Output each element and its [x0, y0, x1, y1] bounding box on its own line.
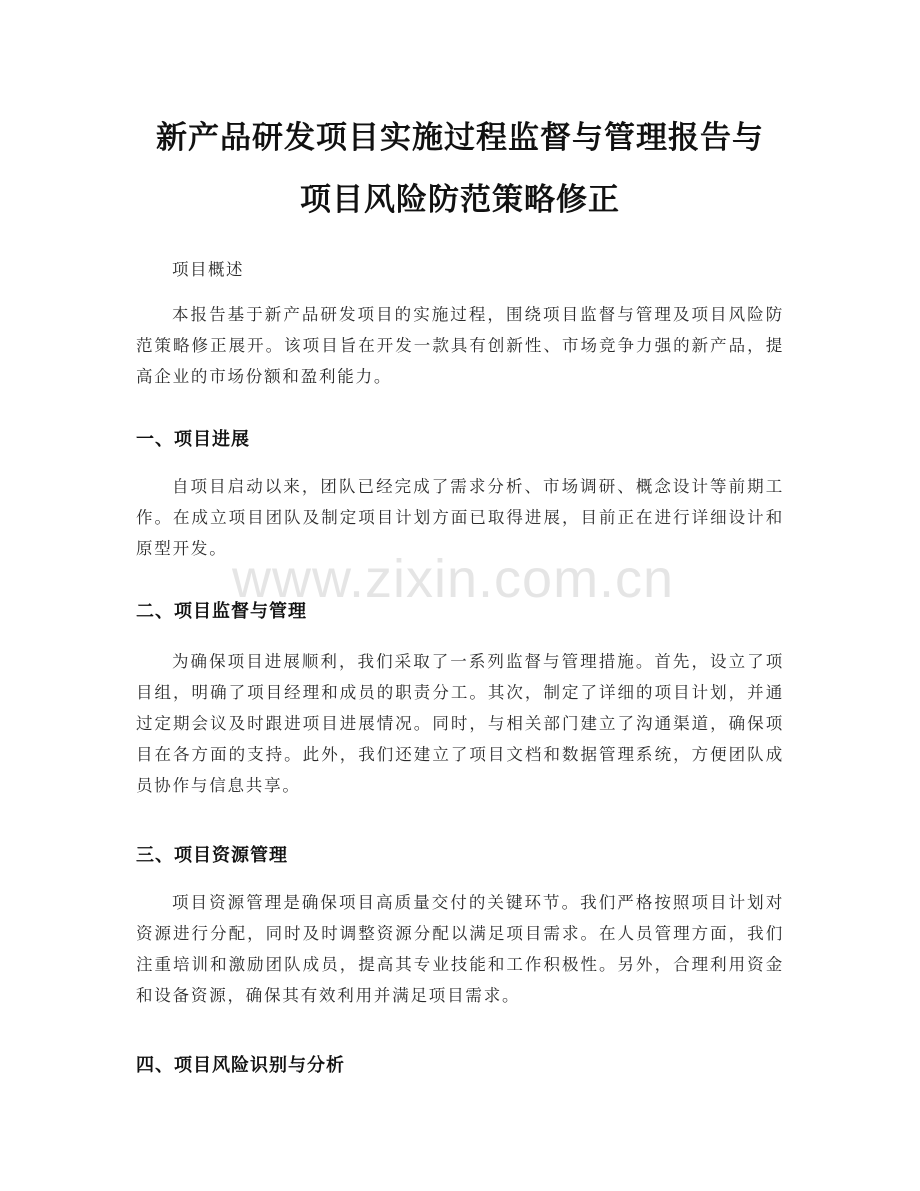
- section3-heading: 三、项目资源管理: [136, 845, 288, 866]
- section2-paragraph: 为确保项目进展顺利，我们采取了一系列监督与管理措施。首先，设立了项目组，明确了项目经理和成员的职责分工。其次，制定了详细的项目计划，并通过定期会议及时跟进项目进展情况。同时，与相关部门建立了沟通渠道，确保项目在各方面的支持。此外，我们还建立了项目文档和数据管理系统，方便团队成员协作与信息共享。: [136, 652, 784, 795]
- section1-paragraph: 自项目启动以来，团队已经完成了需求分析、市场调研、概念设计等前期工作。在成立项目团队及制定项目计划方面已取得进展，目前正在进行详细设计和原型开发。: [136, 477, 784, 558]
- document-title-line1: 新产品研发项目实施过程监督与管理报告与: [156, 120, 764, 156]
- section4-heading: 四、项目风险识别与分析: [136, 1055, 345, 1076]
- section2-heading: 二、项目监督与管理: [136, 601, 307, 622]
- overview-paragraph: 本报告基于新产品研发项目的实施过程，围绕项目监督与管理及项目风险防范策略修正展开。该项目旨在开发一款具有创新性、市场竞争力强的新产品，提高企业的市场份额和盈利能力。: [136, 305, 784, 386]
- overview-label: 项目概述: [172, 260, 244, 279]
- document-title-line2: 项目风险防范策略修正: [300, 182, 620, 218]
- section3-paragraph: 项目资源管理是确保项目高质量交付的关键环节。我们严格按照项目计划对资源进行分配，同时及时调整资源分配以满足项目需求。在人员管理方面，我们注重培训和激励团队成员，提高其专业技能和工作积极性。另外，合理利用资金和设备资源，确保其有效利用并满足项目需求。: [136, 893, 784, 1005]
- section1-heading: 一、项目进展: [136, 429, 250, 450]
- watermark: www.zixin.com.cn: [232, 549, 675, 609]
